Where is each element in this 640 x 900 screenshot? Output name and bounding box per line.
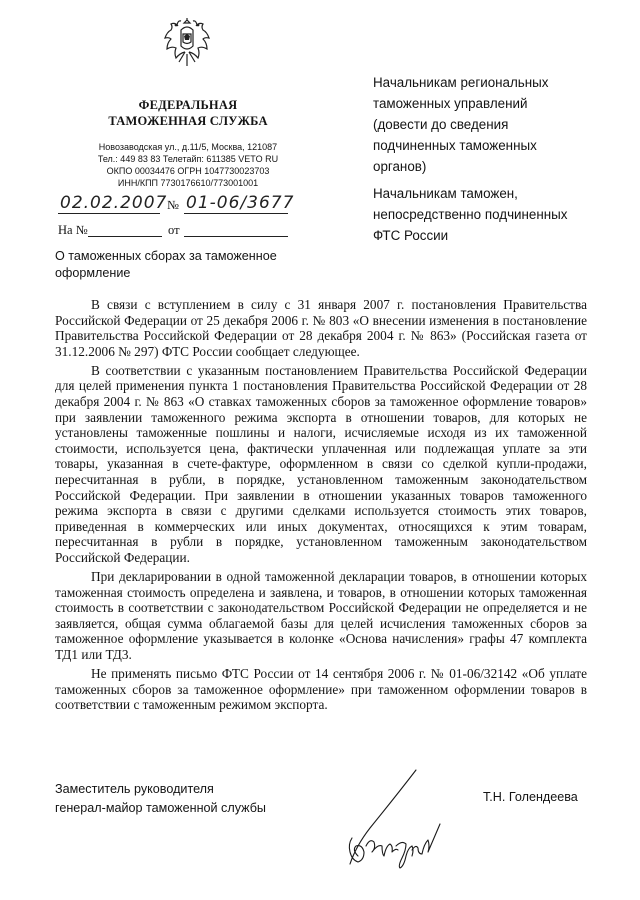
- agency-okpo-ogrn: ОКПО 00034476 ОГРН 1047730023703: [106, 166, 270, 176]
- agency-phone: Тел.: 449 83 83 Телетайп: 611385 VETO RU: [97, 154, 279, 164]
- addressee-1-line: органов): [373, 159, 427, 174]
- reg-number: 01-06/3677: [186, 193, 295, 213]
- addressee-1-line: таможенных управлений: [373, 96, 528, 111]
- body-paragraph: В связи с вступлением в силу с 31 января 2007 г. постановления Правительства Российской Федерации от 25 декабря 2006 г. № 803 «О внесении изменения в постановление Правительства Российской Федерации от 28 декабря 2004 г. № 863» (Российская газета от 31.12.2006 № 297) ФТС России сообщает следующее.: [55, 297, 587, 359]
- addressee-block-1: [373, 72, 613, 177]
- body-paragraph: При декларировании в одной таможенной декларации товаров, в отношении которых таможенная стоимость определена и заявлена, и товаров, в отношении которых таможенная стоимость в соответствии с законодательством Российской Федерации не определяется и не заявляется, общая сумма облагаемой базы для целей исчисления таможенных сборов за таможенное оформление указывается в колонке «Основа начисления» графы 47 комплекта ТД1 или ТД3.: [55, 569, 587, 663]
- addressee-2-line: ФТС России: [373, 228, 449, 243]
- addressee-1-line: Начальникам региональных: [373, 75, 549, 90]
- ref-number-line: [88, 236, 162, 237]
- addressee-1-line: подчиненных таможенных: [373, 138, 537, 153]
- addressee-2-line: непосредственно подчиненных: [373, 207, 568, 222]
- signer-name: Т.Н. Голендеева: [483, 790, 578, 804]
- agency-name-line2: ТАМОЖЕННАЯ СЛУЖБА: [108, 114, 268, 128]
- body-paragraph: Не применять письмо ФТС России от 14 сентября 2006 г. № 01-06/32142 «Об уплате таможенных сборов за таможенное оформление» при таможенном оформлении товаров в соответствии с таможенным режимом экспорта.: [55, 666, 587, 713]
- ref-number-label: На №: [58, 223, 88, 237]
- agency-address: Новозаводская ул., д.11/5, Москва, 121087: [98, 142, 278, 152]
- reg-date: 02.02.2007: [60, 193, 168, 213]
- letter-subject: О таможенных сборах за таможенное оформление: [55, 249, 277, 280]
- handwritten-signature-icon: [330, 760, 455, 870]
- signer-position-line1: Заместитель руководителя: [55, 782, 214, 796]
- reg-number-label: №: [167, 198, 179, 212]
- signer-position-line2: генерал-майор таможенной службы: [55, 801, 266, 815]
- signer-position: [55, 780, 295, 818]
- ref-from-label: от: [168, 223, 180, 237]
- reg-date-line: [58, 213, 160, 214]
- addressee-block-2: [373, 183, 613, 246]
- body-paragraph: В соответствии с указанным постановлением Правительства Российской Федерации для целей применения пункта 1 постановления Правительства Российской Федерации от 28 декабря 2004 г. № 863 «О ставках таможенных сборов за таможенное оформление товаров» при заявлении таможенного режима экспорта в отношении товаров, для которых не установлены таможенные пошлины и налоги, исчисляемые исходя из их таможенной стоимости, используется цена, фактически уплаченная или подлежащая уплате за эти товары, указанная в счете-фактуре, оформленном в связи со сделкой купли-продажи, пересчитанная в рубли, в порядке, установленном таможенным законодательством Российской Федерации. При заявлении в отношении указанных товаров таможенного режима экспорта в связи с другими сделками используется стоимость этих товаров, приведенная в коммерческих или иных документах, относящихся к этим товарам, пересчитанная в рубли в порядке, установленном таможенным законодательством Российской Федерации.: [55, 362, 587, 565]
- agency-name-line1: ФЕДЕРАЛЬНАЯ: [138, 98, 238, 112]
- addressee-1-line: (довести до сведения: [373, 117, 509, 132]
- ref-from-line: [184, 236, 288, 237]
- agency-inn-kpp: ИНН/КПП 7730176610/773001001: [117, 178, 259, 188]
- addressee-2-line: Начальникам таможен,: [373, 186, 518, 201]
- letter-body: [55, 297, 587, 716]
- reg-number-line: [184, 213, 288, 214]
- double-headed-eagle-emblem-icon: [163, 16, 211, 72]
